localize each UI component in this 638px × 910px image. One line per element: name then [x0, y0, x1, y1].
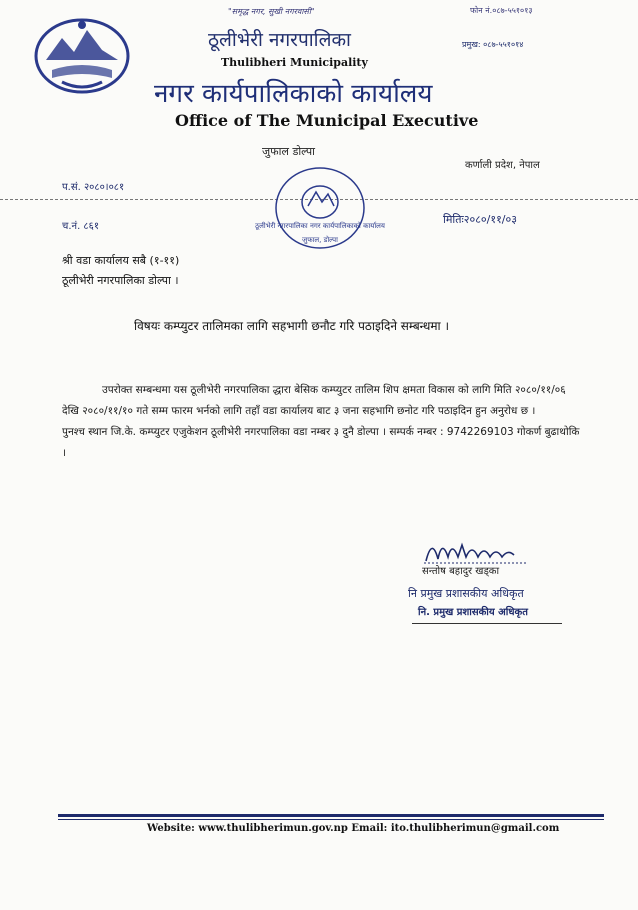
letter-date: मितिः२०८०/११/०३ [443, 213, 517, 226]
dispatch-number: च.नं. ८६१ [62, 221, 100, 232]
signature-underline [412, 623, 562, 624]
district-line: जुफाल डोल्पा [262, 145, 315, 158]
footer-rule-thick [58, 814, 604, 817]
handwritten-signature [422, 533, 532, 565]
signatory-title: नि प्रमुख प्रशासकीय अधिकृत [408, 587, 524, 600]
office-name-english: Office of The Municipal Executive [175, 111, 479, 130]
letter-subject: विषयः कम्प्युटर तालिमका लागि सहभागी छनौट गरि पठाइदिने सम्बन्धमा । [134, 319, 450, 333]
stamp-ring-text: ठूलीभेरी नगरपालिका नगर कार्यपालिकाको कार्यालय [255, 222, 385, 230]
stamp-bottom-text: जुफाल, डोल्पा [302, 236, 338, 244]
office-stamp [255, 162, 385, 254]
reference-number: प.सं. २०८०।०८१ [62, 182, 125, 193]
body-paragraph-2: पुनश्च स्थान जि.के. कम्प्युटर एजुकेशन ठूलीभेरी नगरपालिका वडा नम्बर ३ दुनै डोल्पा । सम्पर्क नम्बर : 9742269103 गोकर्ण बुढाथोकि । [62, 426, 580, 459]
office-name-nepali: नगर कार्यपालिकाको कार्यालय [154, 79, 433, 109]
municipality-name-english: Thulibheri Municipality [221, 56, 368, 69]
recipient-line-2: ठूलीभेरी नगरपालिका डोल्पा । [62, 274, 179, 287]
province-line: कर्णाली प्रदेश, नेपाल [465, 160, 540, 171]
office-phone: फोन नं.०८७-५५१०१३ [470, 6, 533, 15]
signatory-title-stamp: नि. प्रमुख प्रशासकीय अधिकृत [418, 607, 528, 618]
signatory-name: सन्तोष बहादुर खड्का [422, 566, 500, 577]
footer-rule-thin [58, 819, 604, 820]
nepal-emblem-logo [32, 16, 132, 96]
body-paragraph-1: उपरोक्त सम्बन्धमा यस ठूलीभेरी नगरपालिका द्धारा बेसिक कम्प्युटर तालिम शिप क्षमता विकास को लागि मिति २०८०/११/०६ देखि २०८०/११/१० गते सम्म फारम भर्नको लागि तहाँ वडा कार्यालय बाट ३ जना सहभागि छनोट गरि पठाइदिन हुन अनुरोध छ । [62, 384, 566, 417]
recipient-line-1: श्री वडा कार्यालय सबै (१-११) [62, 254, 180, 267]
municipality-name-nepali: ठूलीभेरी नगरपालिका [208, 29, 351, 51]
letter-body [62, 380, 582, 464]
footer-contact: Website: www.thulibherimun.gov.np Email: ito.thulibherimun@gmail.com [147, 823, 560, 834]
chief-phone: प्रमुख: ०८७-५५१०१४ [462, 40, 524, 49]
slogan: "समृद्ध नगर, सुखी नगरवासी" [228, 7, 315, 16]
